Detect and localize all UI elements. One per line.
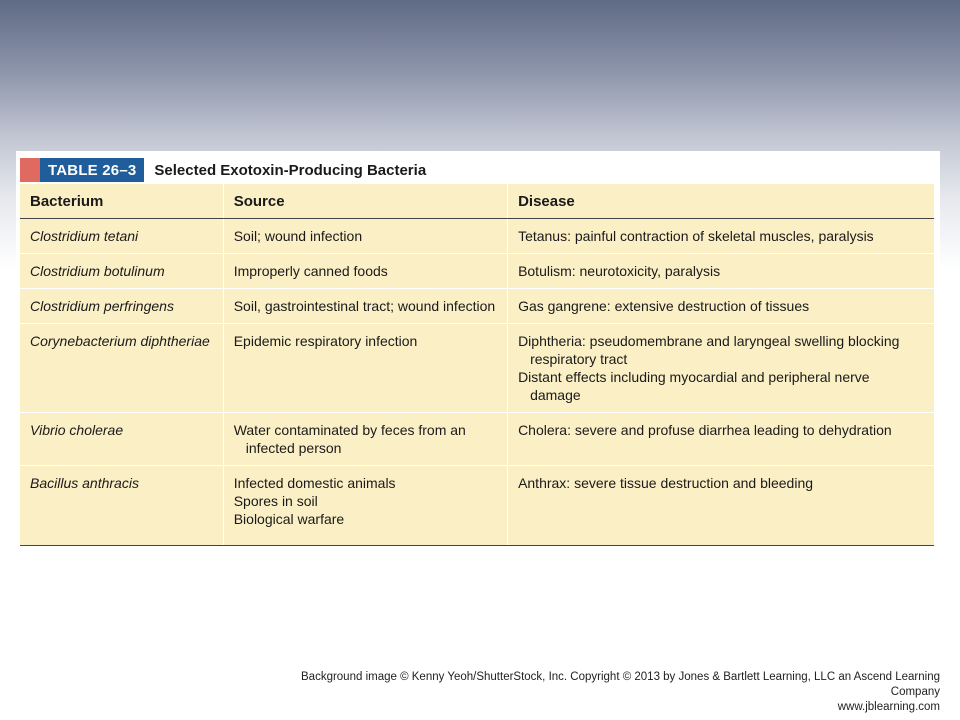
bacterium-cell: Clostridium tetani [20, 219, 223, 254]
disease-cell [508, 254, 934, 289]
bacterium-cell: Corynebacterium diphtheriae [20, 324, 223, 413]
source-line: Spores in soil [233, 493, 318, 509]
column-header-bacterium: Bacterium [20, 184, 223, 219]
bacterium-cell: Clostridium perfringens [20, 289, 223, 324]
disease-line-continued: respiratory tract [530, 351, 628, 367]
table-header-row [20, 184, 934, 219]
disease-line: Diphtheria: pseudomembrane and laryngeal swelling blocking [518, 333, 900, 349]
table-title: Selected Exotoxin-Producing Bacteria [154, 161, 427, 179]
disease-line: Gas gangrene: extensive destruction of tissues [518, 298, 810, 314]
source-line: Biological warfare [233, 511, 345, 527]
source-line: Infected domestic animals [233, 475, 396, 491]
bacterium-cell: Bacillus anthracis [20, 466, 223, 546]
source-line: Soil, gastrointestinal tract; wound infection [233, 298, 496, 314]
disease-cell [508, 413, 934, 466]
disease-line: Tetanus: painful contraction of skeletal muscles, paralysis [518, 228, 874, 244]
bacterium-cell: Clostridium botulinum [20, 254, 223, 289]
source-cell [223, 289, 507, 324]
source-line: Improperly canned foods [233, 263, 388, 279]
table-row [20, 324, 934, 413]
table-caption [20, 157, 934, 183]
disease-cell [508, 289, 934, 324]
source-line-continued: infected person [245, 440, 342, 456]
publisher-website: www.jblearning.com [837, 701, 940, 713]
disease-cell [508, 466, 934, 546]
source-line: Water contaminated by feces from an [233, 422, 466, 438]
table-row [20, 413, 934, 466]
table-row [20, 466, 934, 546]
source-cell [223, 254, 507, 289]
column-header-disease: Disease [508, 184, 934, 219]
disease-line: Anthrax: severe tissue destruction and bleeding [518, 475, 814, 491]
disease-cell [508, 324, 934, 413]
disease-line: Cholera: severe and profuse diarrhea leading to dehydration [518, 422, 892, 438]
disease-cell [508, 219, 934, 254]
bacterium-cell: Vibrio cholerae [20, 413, 223, 466]
table-number: TABLE 26–3 [40, 158, 144, 182]
table-row [20, 289, 934, 324]
disease-line-continued: damage [530, 387, 581, 403]
source-cell [223, 413, 507, 466]
table-row [20, 219, 934, 254]
table-number-tag [20, 158, 144, 182]
source-cell [223, 466, 507, 546]
column-header-source: Source [223, 184, 507, 219]
tag-accent-block [20, 158, 40, 182]
source-cell [223, 219, 507, 254]
copyright-footer [250, 670, 940, 715]
copyright-text: Background image © Kenny Yeoh/ShutterStock, Inc. Copyright © 2013 by Jones & Bartlett Learning, LLC an Ascend Learning Company [301, 671, 940, 698]
row-spacer [234, 528, 497, 537]
source-cell [223, 324, 507, 413]
source-line: Soil; wound infection [233, 228, 363, 244]
disease-line: Botulism: neurotoxicity, paralysis [518, 263, 721, 279]
table-row [20, 254, 934, 289]
disease-line: Distant effects including myocardial and peripheral nerve [518, 369, 870, 385]
exotoxin-table [20, 184, 934, 546]
source-line: Epidemic respiratory infection [233, 333, 418, 349]
